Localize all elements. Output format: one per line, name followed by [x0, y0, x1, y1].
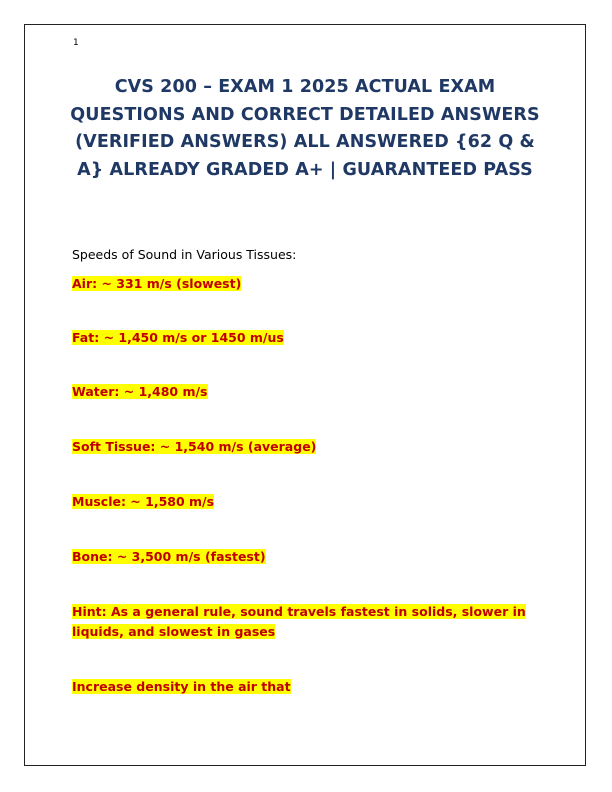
list-item-water — [72, 382, 542, 402]
highlighted-text: Increase density in the air that — [72, 679, 291, 694]
list-item-bone — [72, 547, 542, 567]
list-item-density — [72, 677, 542, 697]
document-title: CVS 200 – EXAM 1 2025 ACTUAL EXAM QUESTIONS AND CORRECT DETAILED ANSWERS (VERIFIED ANSWERS) ALL ANSWERED {62 Q & A} ALREADY GRADED A+ | GUARANTEED PASS — [70, 77, 540, 180]
section-heading: Speeds of Sound in Various Tissues: — [72, 247, 297, 262]
highlighted-text: Fat: ~ 1,450 m/s or 1450 m/us — [72, 330, 284, 345]
list-item-air — [72, 274, 542, 294]
content-section — [72, 246, 542, 694]
list-item-fat — [72, 328, 542, 348]
highlighted-text: Hint: As a general rule, sound travels fastest in solids, slower in liquids, and slowest in gases — [72, 604, 526, 639]
highlighted-text: Muscle: ~ 1,580 m/s — [72, 494, 215, 509]
list-item-muscle — [72, 492, 542, 512]
highlighted-text: Water: ~ 1,480 m/s — [72, 384, 208, 399]
highlighted-text: Soft Tissue: ~ 1,540 m/s (average) — [72, 439, 317, 454]
highlighted-text: Bone: ~ 3,500 m/s (fastest) — [72, 549, 266, 564]
highlighted-text: Air: ~ 331 m/s (slowest) — [72, 276, 242, 291]
list-item-soft-tissue — [72, 437, 542, 457]
list-item-hint — [72, 602, 542, 642]
page-number: 1 — [73, 38, 79, 48]
